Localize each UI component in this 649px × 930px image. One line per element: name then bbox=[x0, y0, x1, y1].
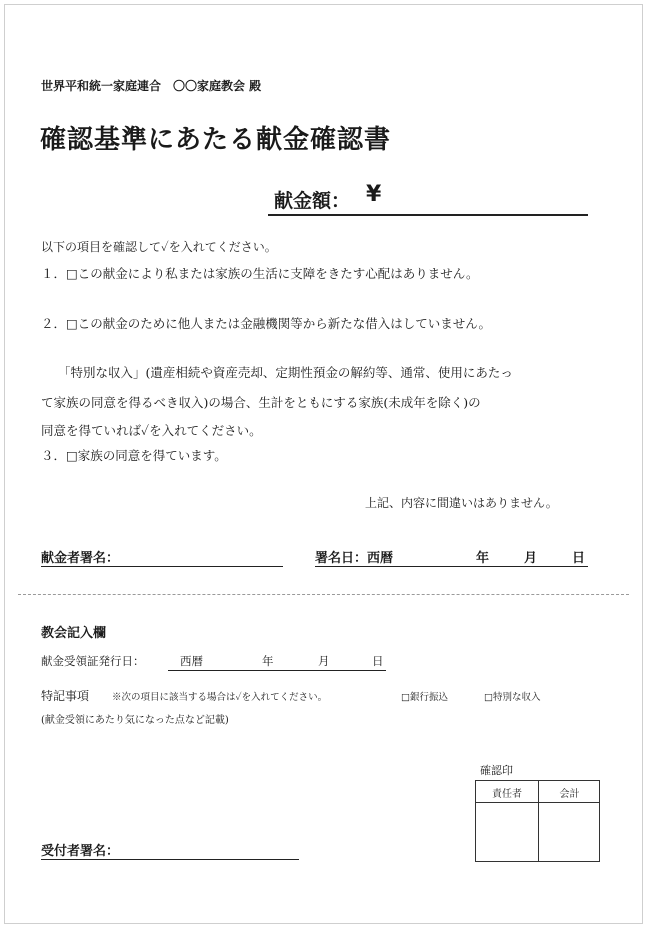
special-income-note-line-3: 同意を得ていれば✓を入れてください。 bbox=[41, 423, 262, 438]
instructions-text: 以下の項目を確認して✓を入れてください。 bbox=[41, 240, 277, 254]
section-divider bbox=[18, 594, 629, 595]
amount-label: 献金額： bbox=[274, 190, 351, 212]
confirmation-statement: 上記、内容に間違いはありません。 bbox=[365, 496, 558, 510]
amount-input-line[interactable] bbox=[268, 214, 588, 216]
church-section-heading: 教会記入欄 bbox=[41, 626, 107, 641]
signature-day-label: 日 bbox=[572, 551, 586, 566]
receipt-month-label: 月 bbox=[318, 654, 330, 668]
option-special-income[interactable]: □特別な収入 bbox=[484, 692, 541, 703]
receipt-era-label: 西暦 bbox=[180, 654, 203, 668]
receiver-signature-line[interactable] bbox=[41, 859, 299, 860]
option-bank-transfer[interactable]: □銀行振込 bbox=[401, 692, 448, 703]
check-item-2[interactable]: ２．□この献金のために他人または金融機関等から新たな借入はしていません。 bbox=[41, 316, 492, 331]
receiver-signature-label: 受付者署名： bbox=[41, 844, 120, 859]
remarks-instruction: ※次の項目に該当する場合は✓を入れてください。 bbox=[112, 692, 328, 703]
special-income-note-line-1: 「特別な収入」(遺産相続や資産売却、定期性預金の解約等、通常、使用にあたっ bbox=[58, 365, 513, 380]
stamp-box-header-line bbox=[476, 802, 599, 803]
addressee: 世界平和統一家庭連合 〇〇家庭教会 殿 bbox=[41, 79, 262, 93]
page-title: 確認基準にあたる献金確認書 bbox=[40, 125, 392, 155]
check-item-3[interactable]: ３．□家族の同意を得ています。 bbox=[41, 448, 227, 463]
signature-date-label: 署名日：西暦 bbox=[315, 551, 394, 566]
donor-signature-line[interactable] bbox=[41, 566, 283, 567]
signature-year-label: 年 bbox=[476, 551, 490, 566]
remarks-label: 特記事項 bbox=[41, 689, 90, 703]
stamp-col-manager: 責任者 bbox=[492, 789, 522, 800]
amount-currency: ¥ bbox=[366, 182, 382, 207]
stamp-box[interactable] bbox=[475, 780, 600, 862]
signature-month-label: 月 bbox=[524, 551, 538, 566]
stamp-box-title: 確認印 bbox=[480, 764, 513, 777]
receipt-year-label: 年 bbox=[262, 654, 274, 668]
special-income-note-line-2: て家族の同意を得るべき収入)の場合、生計をともにする家族(未成年を除く)の bbox=[41, 395, 481, 410]
check-item-1[interactable]: １．□この献金により私または家族の生活に支障をきたす心配はありません。 bbox=[41, 266, 479, 281]
remarks-note: (献金受領にあたり気になった点など記載) bbox=[41, 715, 229, 726]
signature-date-line[interactable] bbox=[315, 566, 588, 567]
stamp-col-accounting: 会計 bbox=[559, 789, 580, 800]
donor-signature-label: 献金者署名： bbox=[41, 551, 120, 566]
receipt-day-label: 日 bbox=[372, 654, 384, 668]
receipt-date-label: 献金受領証発行日： bbox=[41, 654, 145, 668]
receipt-date-line[interactable] bbox=[168, 670, 386, 671]
